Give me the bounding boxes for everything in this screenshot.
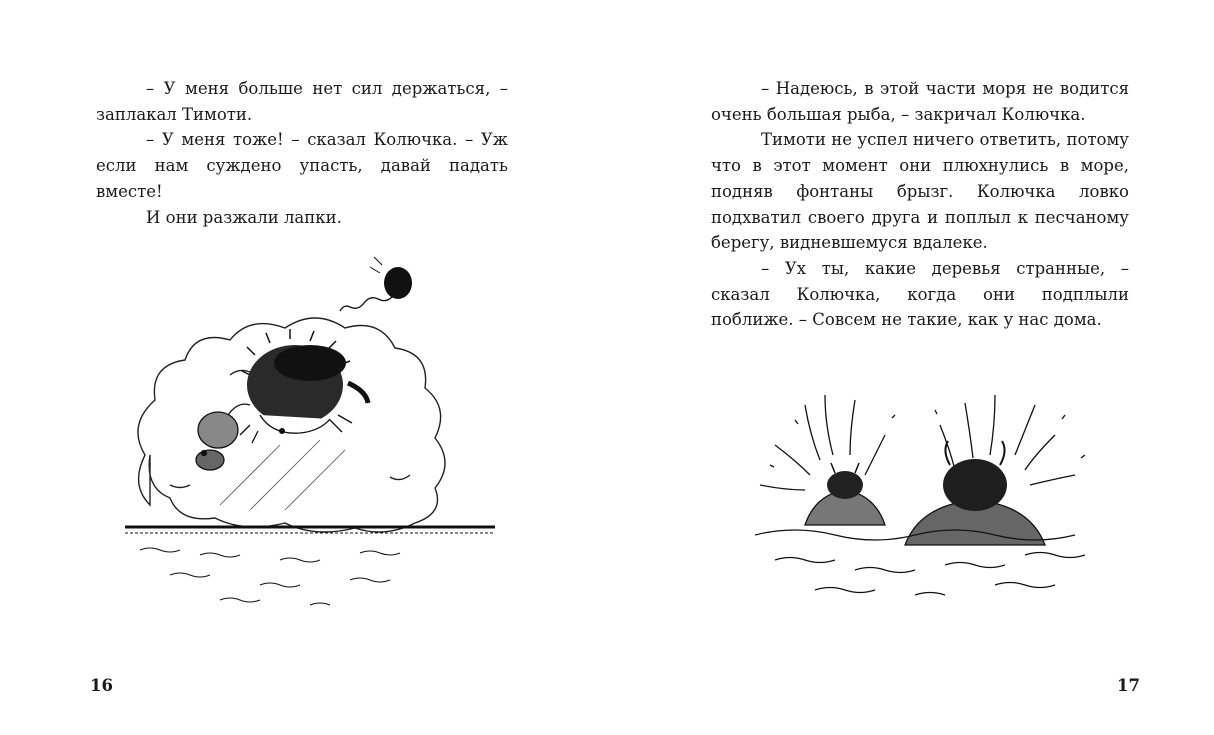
hedgehog-drawing xyxy=(240,329,368,443)
mouse-drawing xyxy=(196,404,250,470)
illustration-splash-in-sea xyxy=(735,385,1140,610)
paragraph: – Надеюсь, в этой части моря не водится очень большая рыба, – закричал Колючка. xyxy=(711,79,1129,124)
paragraph: И они разжали лапки. xyxy=(146,207,342,227)
paragraph: – У меня тоже! – сказал Колючка. – Уж если нам суждено упасть, давай падать вместе! xyxy=(96,130,508,201)
illustration-falling-hedgehog-and-mouse xyxy=(110,255,520,625)
paragraph: – У меня больше нет сил держаться, – заплакал Тимоти. xyxy=(96,79,508,124)
right-page xyxy=(607,0,1214,735)
right-page-text xyxy=(711,76,1129,333)
sea-drawing xyxy=(125,527,495,605)
paragraph: Тимоти не успел ничего ответить, потому что в этот момент они плюхнулись в море, подняв фонтаны брызг. Колючка ловко подхватил своего друга и поплыл к песчаному берегу, видневшемуся вдалеке. xyxy=(711,130,1129,253)
hedgehog-in-water-drawing xyxy=(905,441,1045,545)
left-page-text xyxy=(96,76,508,230)
page-number: 17 xyxy=(1117,676,1140,695)
balloon-drawing xyxy=(340,257,412,311)
splash-drawing xyxy=(760,395,1085,490)
mouse-in-water-drawing xyxy=(805,463,885,525)
page-number: 16 xyxy=(90,676,113,695)
paragraph: – Ух ты, какие деревья странные, – сказал Колючка, когда они подплыли поближе. – Совсем не такие, как у нас дома. xyxy=(711,258,1129,330)
